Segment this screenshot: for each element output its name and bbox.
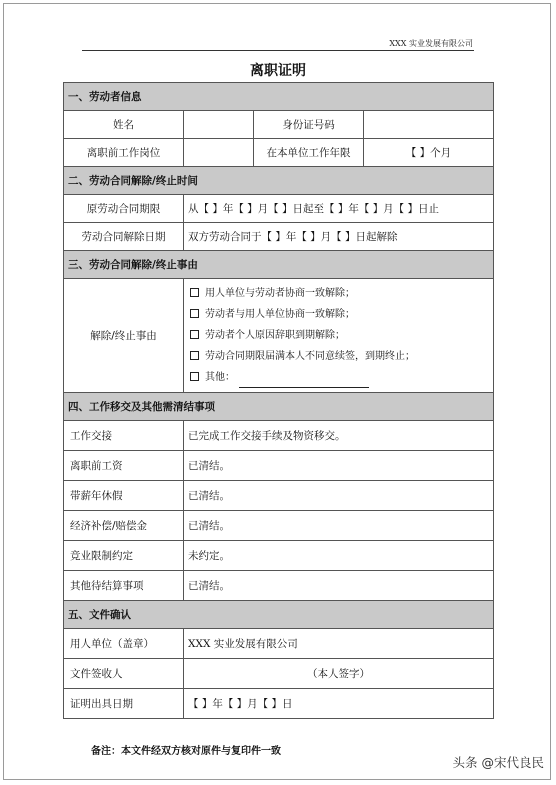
reason-option[interactable]: 劳动者个人原因辞职到期解除； (190, 325, 487, 346)
other-settlement-row (64, 571, 494, 601)
reason-label: 解除/终止事由 (64, 279, 184, 393)
other-settlement-label: 其他待结算事项 (64, 571, 184, 601)
document-title: 离职证明 (250, 63, 306, 79)
issue-date-row (64, 689, 494, 719)
header-rule (82, 50, 474, 51)
termination-date-row (64, 223, 494, 251)
section-4-header (64, 393, 494, 421)
reason-option[interactable]: 劳动合同期限届满本人不同意续签，到期终止； (190, 346, 487, 367)
contract-term-field[interactable]: 从【 】年【 】月【 】日起至【 】年【 】月【 】日止 (184, 195, 494, 223)
section-2-header (64, 167, 494, 195)
issue-date-label: 证明出具日期 (64, 689, 184, 719)
contract-term-row (64, 195, 494, 223)
checkbox-icon[interactable] (190, 330, 199, 339)
salary-label: 离职前工资 (64, 451, 184, 481)
handover-value[interactable]: 已完成工作交接手续及物资移交。 (184, 421, 494, 451)
compensation-label: 经济补偿/赔偿金 (64, 511, 184, 541)
section-3-heading: 三、劳动合同解除/终止事由 (64, 251, 494, 279)
signer-row (64, 659, 494, 689)
non-compete-value[interactable]: 未约定。 (184, 541, 494, 571)
employer-row (64, 629, 494, 659)
non-compete-label: 竞业限制约定 (64, 541, 184, 571)
position-label: 离职前工作岗位 (64, 139, 184, 167)
watermark: 头条 @宋代良民 (452, 755, 544, 770)
annual-leave-row (64, 481, 494, 511)
header-company-name: XXX 实业发展有限公司 (389, 39, 473, 48)
employer-label: 用人单位（盖章） (64, 629, 184, 659)
employer-value[interactable]: XXX 实业发展有限公司 (184, 629, 494, 659)
annual-leave-value[interactable]: 已清结。 (184, 481, 494, 511)
reason-option[interactable]: 劳动者与用人单位协商一致解除； (190, 304, 487, 325)
other-settlement-value[interactable]: 已清结。 (184, 571, 494, 601)
contract-term-label: 原劳动合同期限 (64, 195, 184, 223)
footnote: 备注：本文件经双方核对原件与复印件一致 (91, 746, 281, 757)
reason-row (64, 279, 494, 393)
annual-leave-label: 带薪年休假 (64, 481, 184, 511)
other-reason-input[interactable] (239, 377, 369, 388)
name-label: 姓名 (64, 111, 184, 139)
salary-value[interactable]: 已清结。 (184, 451, 494, 481)
salary-row (64, 451, 494, 481)
checkbox-icon[interactable] (190, 309, 199, 318)
tenure-field[interactable]: 【 】个月 (364, 139, 494, 167)
section-5-header (64, 601, 494, 629)
compensation-value[interactable]: 已清结。 (184, 511, 494, 541)
section-1-heading: 一、劳动者信息 (64, 83, 494, 111)
section-2-heading: 二、劳动合同解除/终止时间 (64, 167, 494, 195)
non-compete-row (64, 541, 494, 571)
checkbox-icon[interactable] (190, 372, 199, 381)
position-field[interactable] (184, 139, 254, 167)
section-4-heading: 四、工作移交及其他需清结事项 (64, 393, 494, 421)
section-3-header (64, 251, 494, 279)
position-row (64, 139, 494, 167)
termination-date-field[interactable]: 双方劳动合同于【 】年【 】月【 】日起解除 (184, 223, 494, 251)
tenure-label: 在本单位工作年限 (254, 139, 364, 167)
handover-row (64, 421, 494, 451)
signer-label: 文件签收人 (64, 659, 184, 689)
section-5-heading: 五、文件确认 (64, 601, 494, 629)
handover-label: 工作交接 (64, 421, 184, 451)
issue-date-value[interactable]: 【 】年【 】月【 】日 (184, 689, 494, 719)
name-field[interactable] (184, 111, 254, 139)
section-1-header (64, 83, 494, 111)
checkbox-icon[interactable] (190, 288, 199, 297)
certificate-form-table (63, 82, 494, 719)
reason-option[interactable]: 用人单位与劳动者协商一致解除； (190, 283, 487, 304)
compensation-row (64, 511, 494, 541)
reason-option-other[interactable]: 其他： (190, 367, 487, 388)
id-number-label: 身份证号码 (254, 111, 364, 139)
checkbox-icon[interactable] (190, 351, 199, 360)
reason-options (184, 279, 494, 393)
name-row (64, 111, 494, 139)
signer-value[interactable]: （本人签字） (184, 659, 494, 689)
termination-date-label: 劳动合同解除日期 (64, 223, 184, 251)
id-number-field[interactable] (364, 111, 494, 139)
